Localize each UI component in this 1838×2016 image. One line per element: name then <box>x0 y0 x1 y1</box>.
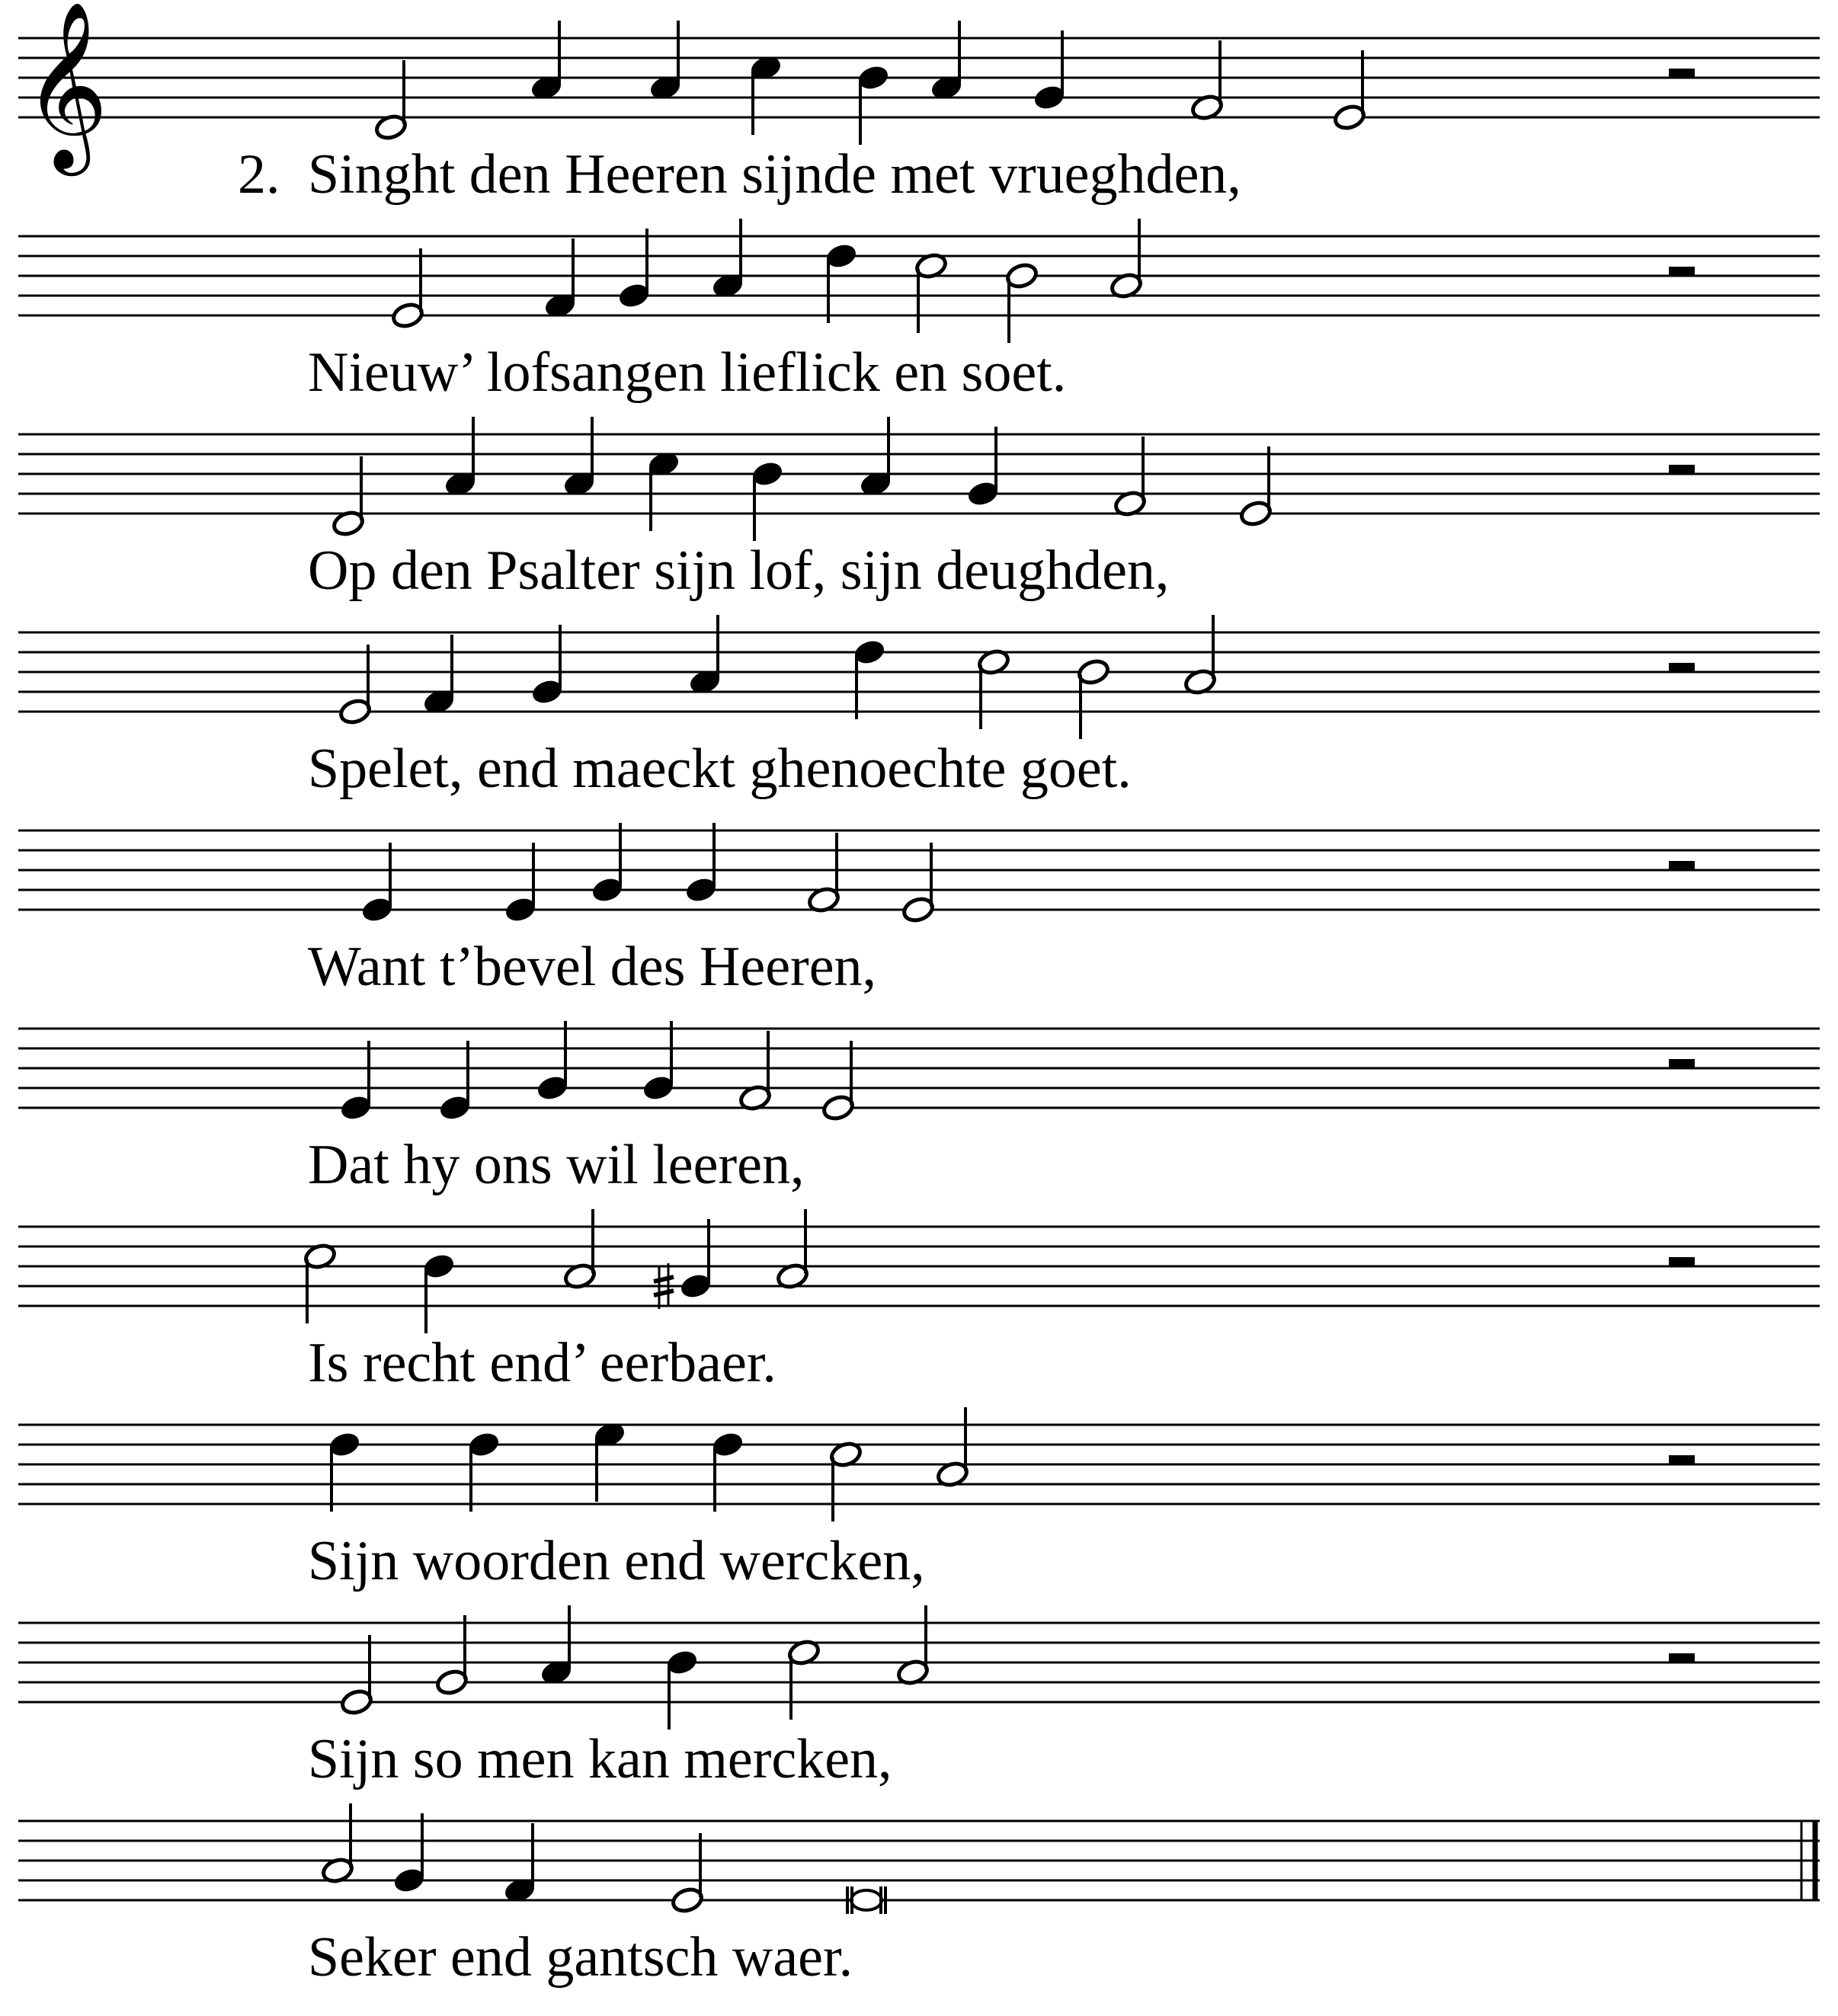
note <box>829 1440 863 1522</box>
half-rest-icon <box>1669 663 1695 672</box>
note <box>467 1430 501 1512</box>
staff-system-6 <box>18 1021 1820 1122</box>
staff-system-5 <box>18 823 1820 924</box>
note <box>665 1648 700 1730</box>
note <box>530 21 564 102</box>
note <box>504 843 538 924</box>
note <box>936 1407 970 1489</box>
note <box>328 1430 362 1512</box>
note <box>671 1833 705 1915</box>
lyric-line-2: Nieuw’ lofsangen lieflick en soet. <box>308 341 1067 404</box>
note <box>331 456 366 538</box>
note <box>435 1615 469 1697</box>
note <box>859 417 893 498</box>
half-rest-icon <box>1669 267 1695 276</box>
note <box>930 21 964 102</box>
note <box>853 638 887 719</box>
note <box>422 635 456 716</box>
half-rest-icon <box>1669 1455 1695 1464</box>
note <box>901 843 936 924</box>
note <box>647 450 681 531</box>
note <box>593 1420 627 1502</box>
half-rest-icon <box>1669 1257 1695 1266</box>
note <box>966 427 1001 508</box>
note <box>787 1638 821 1720</box>
note <box>1333 50 1367 132</box>
note <box>591 823 625 904</box>
lyric-line-9: Sijn so men kan mercken, <box>308 1728 892 1790</box>
note <box>303 1242 338 1323</box>
note <box>847 1886 885 1914</box>
note <box>340 1635 374 1717</box>
note <box>563 1209 597 1291</box>
note <box>443 417 478 498</box>
note <box>684 823 719 904</box>
half-rest-icon <box>1669 861 1695 870</box>
lyric-line-1: Singht den Heeren sijnde met vrueghden, <box>308 143 1241 206</box>
note <box>711 219 745 300</box>
lyric-line-5: Want t’bevel des Heeren, <box>308 936 877 998</box>
note <box>422 1252 456 1333</box>
note <box>1239 446 1273 528</box>
staff-system-7 <box>18 1209 1820 1333</box>
note <box>738 1031 773 1112</box>
note <box>749 53 783 135</box>
note <box>776 1209 810 1291</box>
sharp-stroke <box>654 1291 674 1295</box>
note <box>339 1041 373 1122</box>
verse-number: 2. <box>238 143 280 206</box>
staff-system-10 <box>18 1803 1820 1915</box>
note <box>1190 40 1225 122</box>
note <box>617 229 652 310</box>
note <box>1077 658 1111 739</box>
half-rest-icon <box>1669 465 1695 474</box>
note <box>807 833 841 914</box>
note <box>536 1021 570 1102</box>
staff-system-2 <box>18 219 1820 343</box>
note <box>688 615 722 696</box>
lyric-line-4: Spelet, end maeckt ghenoechte goet. <box>308 738 1132 800</box>
note <box>392 1813 427 1895</box>
staff-system-9 <box>18 1605 1820 1730</box>
half-rest-icon <box>1669 1059 1695 1068</box>
note <box>711 1430 745 1512</box>
lyric-line-10: Seker end gantsch waer. <box>308 1926 853 1989</box>
note <box>562 417 597 498</box>
note <box>321 1803 355 1885</box>
lyric-line-7: Is recht end’ eerbaer. <box>308 1332 777 1394</box>
note <box>825 242 859 323</box>
staff-system-3 <box>18 417 1820 541</box>
note <box>857 63 891 145</box>
note <box>1113 437 1148 518</box>
note <box>1110 219 1144 300</box>
note <box>374 60 408 142</box>
staff-system-4 <box>18 615 1820 739</box>
note <box>896 1605 930 1687</box>
note <box>540 1605 574 1687</box>
staff-system-1 <box>18 0 1820 176</box>
note <box>821 1041 856 1122</box>
sharp-stroke <box>654 1277 674 1282</box>
half-rest-icon <box>1669 69 1695 78</box>
lyric-line-3: Op den Psalter sijn lof, sijn deughden, <box>308 539 1170 602</box>
half-rest-icon <box>1669 1653 1695 1662</box>
note-head <box>851 1890 882 1910</box>
note <box>360 843 395 924</box>
note <box>648 21 683 102</box>
note <box>438 1041 472 1122</box>
note <box>751 459 785 541</box>
note <box>642 1021 676 1102</box>
treble-clef-icon: 𝄞 <box>23 0 109 168</box>
note <box>503 1823 537 1905</box>
note <box>1005 261 1039 343</box>
note <box>1183 615 1218 696</box>
note <box>543 238 578 320</box>
note <box>338 645 373 726</box>
note <box>914 251 949 333</box>
note <box>977 648 1011 729</box>
staff-system-8 <box>18 1407 1820 1522</box>
note <box>530 625 565 706</box>
lyric-line-8: Sijn woorden end wercken, <box>308 1530 925 1592</box>
lyric-line-6: Dat hy ons wil leeren, <box>308 1134 805 1196</box>
note <box>654 1219 712 1309</box>
note <box>1033 30 1067 112</box>
note <box>391 248 425 330</box>
